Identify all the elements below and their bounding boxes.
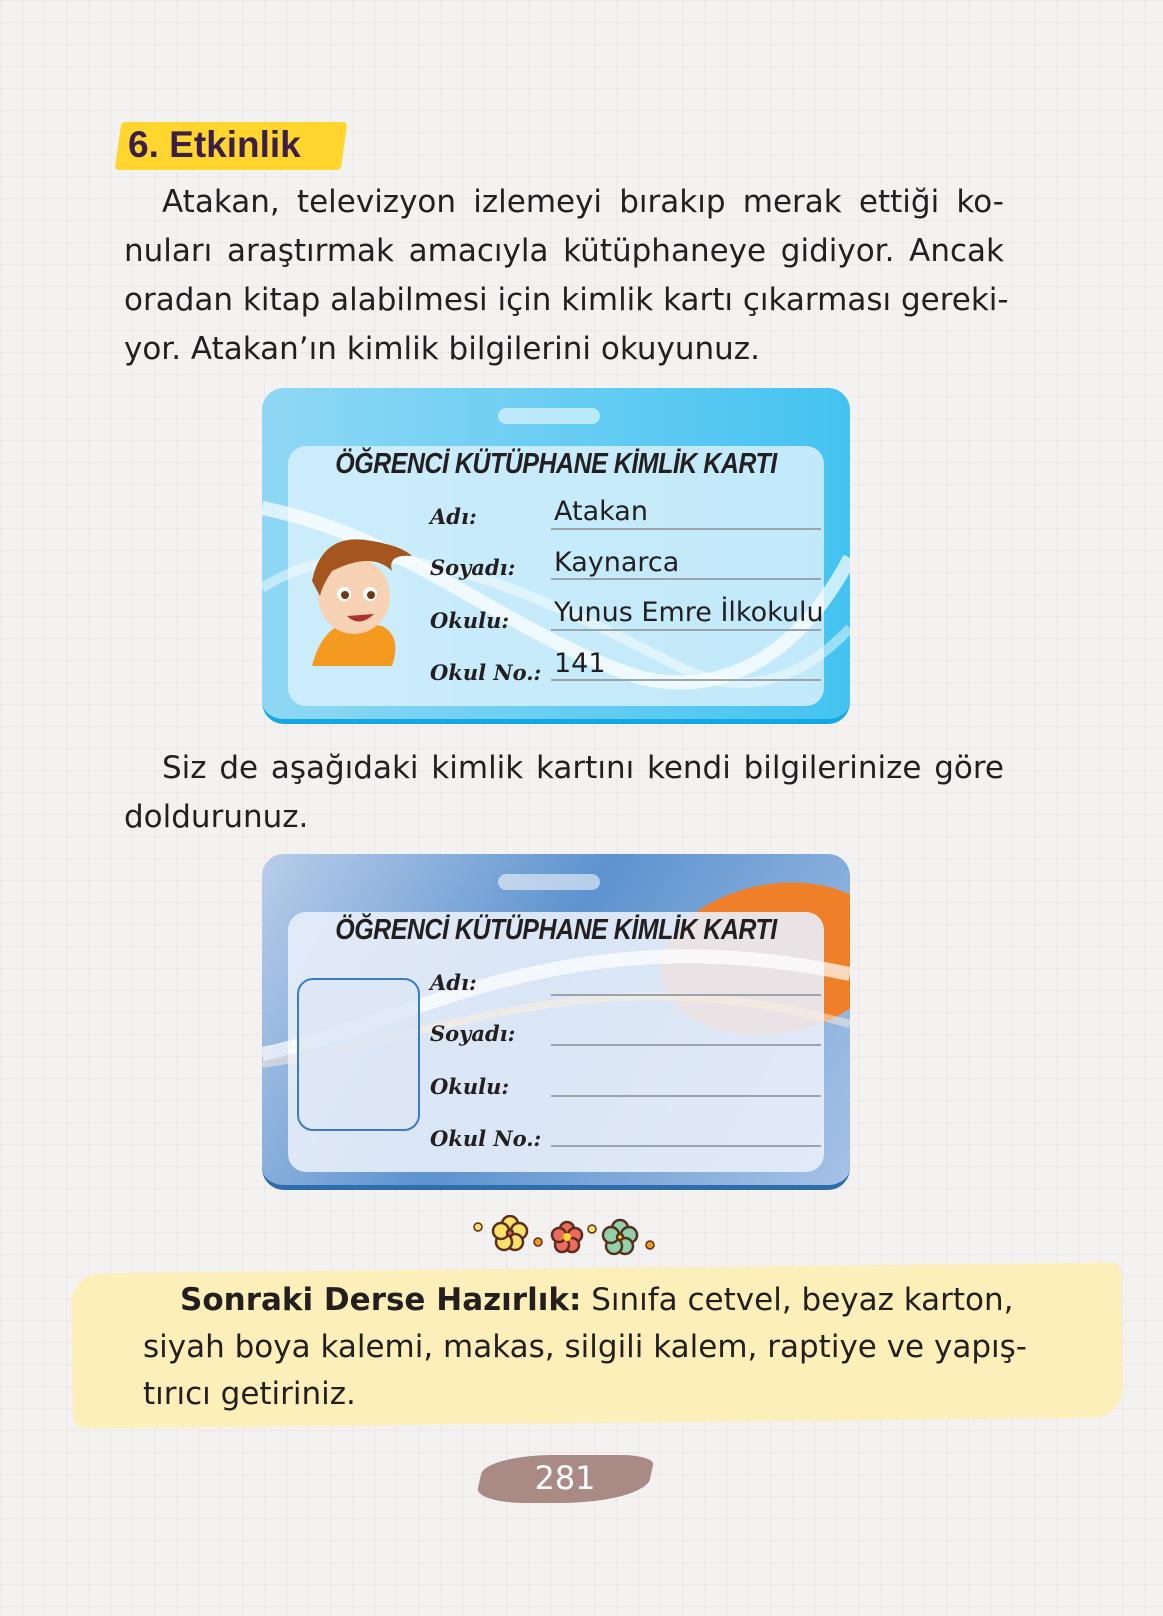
instruction-line: doldurunuz. (124, 799, 309, 835)
school-field[interactable] (551, 1095, 821, 1097)
value-name: Atakan (554, 496, 648, 527)
prep-line: siyah boya kalemi, makas, silgili kalem, raptiye ve yapış- (143, 1329, 1027, 1365)
boy-avatar-illustration (292, 526, 417, 671)
preparation-label: Sonraki Derse Hazırlık: (180, 1282, 582, 1318)
field-line (551, 528, 821, 530)
photo-frame[interactable] (297, 978, 420, 1131)
label-school-no: Okul No.: (430, 1126, 542, 1151)
value-surname: Kaynarca (554, 547, 680, 578)
field-line (551, 578, 821, 580)
preparation-note (143, 1277, 1027, 1418)
value-school-no: 141 (554, 648, 606, 679)
field-line (551, 679, 821, 681)
instruction-line: Siz de aşağıdaki kimlik kartını kendi bilgilerinize göre (162, 750, 1004, 786)
page-number: 281 (534, 1459, 596, 1497)
instruction-paragraph (124, 744, 1004, 842)
school-no-field[interactable] (551, 1145, 821, 1147)
card-title: ÖĞRENCİ KÜTÜPHANE KİMLİK KARTI (335, 913, 777, 947)
card-title: ÖĞRENCİ KÜTÜPHANE KİMLİK KARTI (335, 447, 777, 481)
label-name: Adı: (430, 970, 477, 995)
label-surname: Soyadı: (430, 555, 516, 580)
example-id-card (262, 388, 850, 724)
prep-line: Sınıfa cetvel, beyaz karton, (591, 1282, 1014, 1318)
prep-line: tırıcı getiriniz. (143, 1376, 356, 1412)
blank-id-card (262, 854, 850, 1190)
field-line (551, 629, 821, 631)
flower-divider-icon (470, 1215, 660, 1260)
intro-paragraph (124, 178, 1009, 374)
intro-line: yor. Atakan’ın kimlik bilgilerini okuyunuz. (124, 331, 760, 367)
label-name: Adı: (430, 504, 477, 529)
surname-field[interactable] (551, 1044, 821, 1046)
value-school: Yunus Emre İlkokulu (554, 597, 824, 628)
activity-heading: 6. Etkinlik (128, 124, 301, 165)
label-surname: Soyadı: (430, 1021, 516, 1046)
intro-line: oradan kitap alabilmesi için kimlik kartı çıkarması gereki- (124, 282, 1009, 318)
label-school: Okulu: (430, 1074, 510, 1099)
label-school: Okulu: (430, 608, 510, 633)
name-field[interactable] (551, 994, 821, 996)
label-school-no: Okul No.: (430, 660, 542, 685)
intro-line: nuları araştırmak amacıyla kütüphaneye gidiyor. Ancak (124, 233, 1004, 269)
intro-line: Atakan, televizyon izlemeyi bırakıp merak ettiği ko- (162, 184, 1004, 220)
